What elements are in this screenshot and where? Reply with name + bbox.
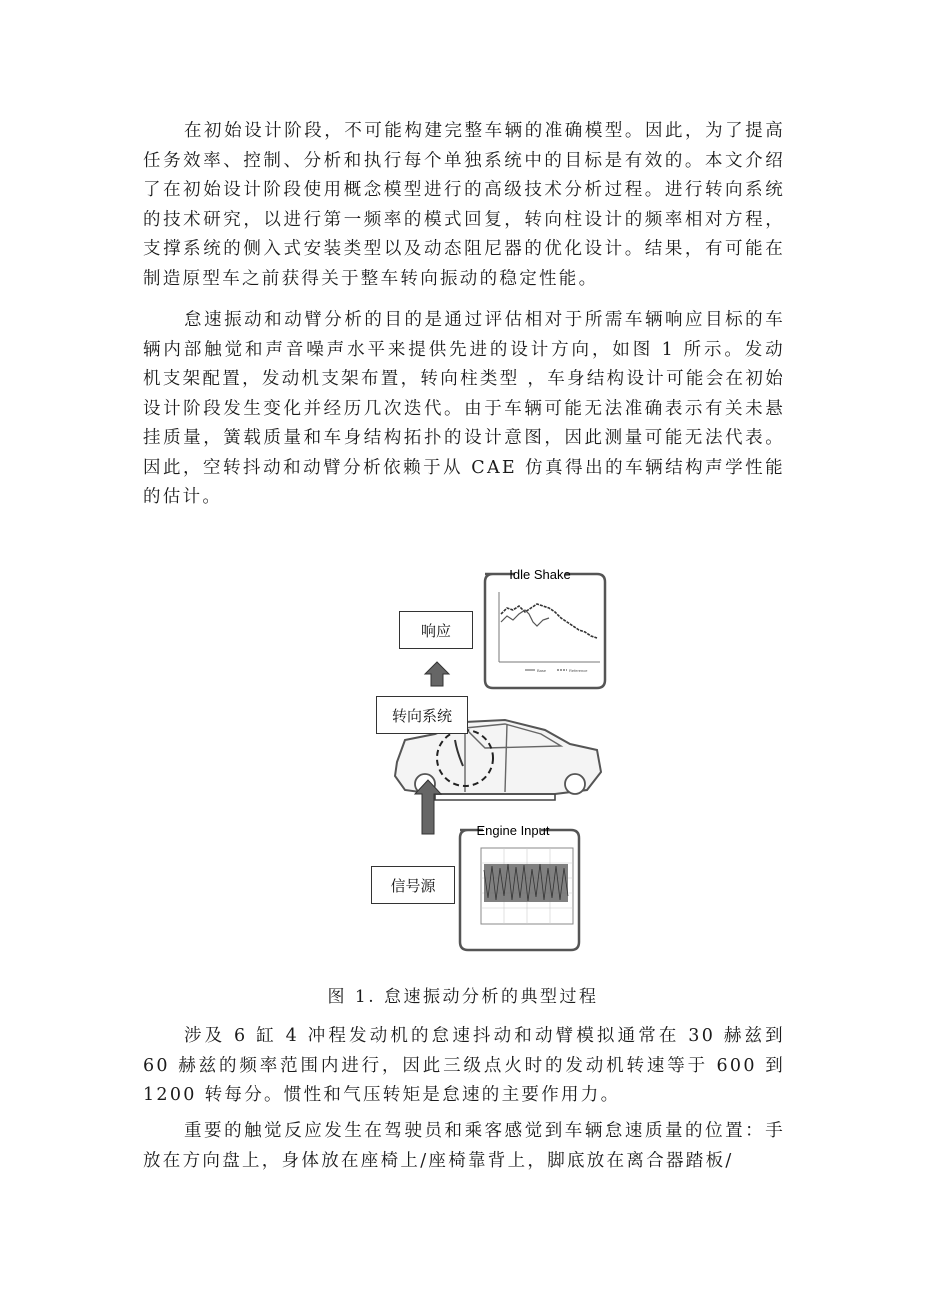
figure-caption: 图 1. 怠速振动分析的典型过程	[327, 987, 599, 1007]
engine-input-plot	[460, 823, 579, 950]
steering-system-label: 转向系统	[376, 696, 468, 734]
up-arrow-icon	[425, 662, 449, 686]
response-label: 响应	[399, 611, 473, 649]
paragraph-1: 在初始设计阶段，不可能构建完整车辆的准确模型。因此，为了提高任务效率、控制、分析和执行每个单独系统中的目标是有效的。本文介绍了在初始设计阶段使用概念模型进行的高级技术分析过程。进行转向系统的技术研究，以进行第一频率的模式回复，转向柱设计的频率相对方程，支撑系统的侧入式安装类型以及动态阻尼器的优化设计。结果，有可能在制造原型车之前获得关于整车转向振动的稳定性能。	[143, 121, 785, 289]
engine-input-title: Engine Input	[476, 823, 550, 838]
paragraph-4: 重要的触觉反应发生在驾驶员和乘客感觉到车辆怠速质量的位置：手放在方向盘上，身体放在座椅上/座椅靠背上，脚底放在离合器踏板/	[143, 1121, 785, 1171]
figure-1	[365, 562, 610, 957]
idle-shake-title: Idle Shake	[509, 567, 571, 582]
idle-shake-plot	[485, 567, 605, 688]
paragraph-2: 怠速振动和动臂分析的目的是通过评估相对于所需车辆响应目标的车辆内部触觉和声音噪声水平来提供先进的设计方向，如图 1 所示。发动机支架配置，发动机支架布置，转向柱类型 ，车身结构设计可能会在初始设计阶段发生变化并经历几次迭代。由于车辆可能无法准确表示有关未悬挂质量，簧载质量和车身结构拓扑的设计意图，因此测量可能无法代表。因此，空转抖动和动臂分析依赖于从 CAE 仿真得出的车辆结构声学性能的估计。	[143, 310, 785, 507]
legend-base: Base	[537, 668, 547, 673]
paragraph-3: 涉及 6 缸 4 冲程发动机的怠速抖动和动臂模拟通常在 30 赫兹到 60 赫兹的频率范围内进行，因此三级点火时的发动机转速等于 600 到 1200 转每分。惯性和气压转矩是怠速的主要作用力。	[143, 1026, 785, 1105]
signal-source-label: 信号源	[371, 866, 455, 904]
legend-reference: Reference	[569, 668, 588, 673]
